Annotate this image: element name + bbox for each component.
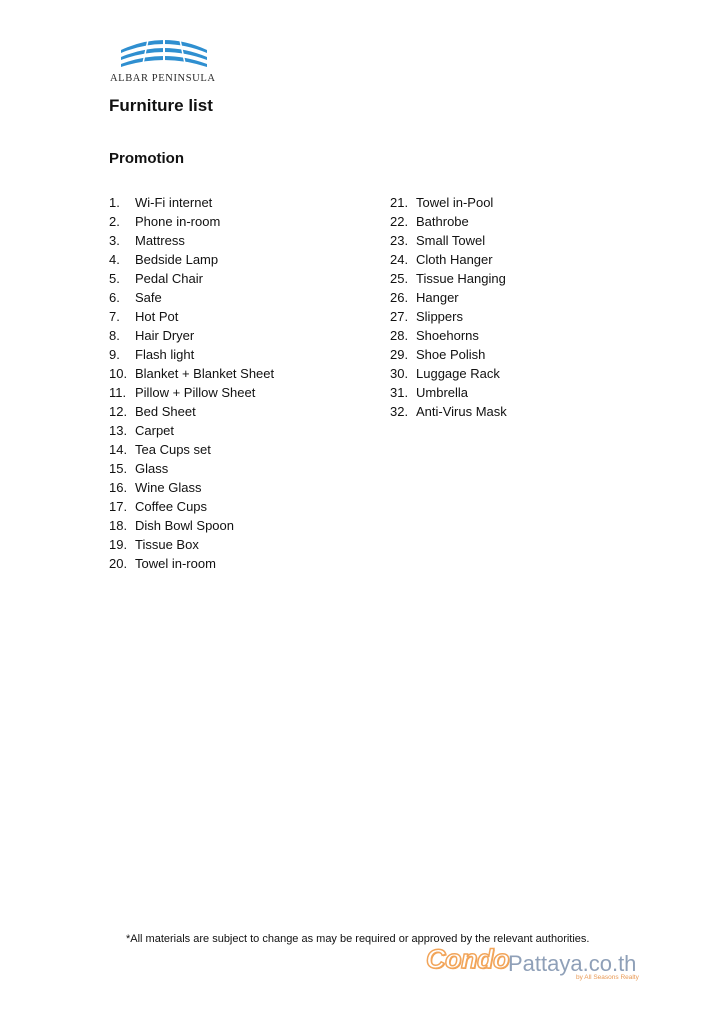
list-item-label: Luggage Rack (416, 366, 500, 381)
list-item-number: 13. (109, 423, 128, 438)
list-item-label: Safe (135, 290, 162, 305)
list-item-number: 29. (390, 347, 409, 362)
list-item-label: Slippers (416, 309, 463, 324)
list-item (390, 383, 507, 402)
list-item-label: Coffee Cups (135, 499, 208, 514)
page-title: Furniture list (109, 96, 213, 115)
list-item-label: Tissue Box (135, 537, 199, 552)
list-item (109, 459, 274, 478)
list-item (390, 402, 507, 421)
list-item (109, 193, 274, 212)
list-item-number: 31. (390, 385, 409, 400)
watermark-tagline: by All Seasons Realty (576, 974, 639, 981)
list-item-number: 2. (109, 214, 120, 229)
list-item (390, 364, 507, 383)
list-item-label: Dish Bowl Spoon (135, 518, 234, 533)
list-item-number: 32. (390, 404, 409, 419)
list-item-number: 12. (109, 404, 128, 419)
list-item-number: 16. (109, 480, 128, 495)
list-item (109, 478, 274, 497)
footnote: *All materials are subject to change as may be required or approved by the relevant authorities. (126, 933, 590, 945)
list-item (109, 326, 274, 345)
list-item (390, 307, 507, 326)
list-item-number: 22. (390, 214, 409, 229)
list-item (109, 535, 274, 554)
list-item (390, 269, 507, 288)
list-item (109, 269, 274, 288)
list-item-label: Bed Sheet (135, 404, 196, 419)
list-item-label: Phone in-room (135, 214, 221, 229)
list-item-number: 18. (109, 518, 128, 533)
list-item-label: Hanger (416, 290, 459, 305)
list-item-number: 21. (390, 195, 409, 210)
list-item-number: 19. (109, 537, 128, 552)
list-item-number: 24. (390, 252, 409, 267)
list-item-label: Hair Dryer (135, 328, 195, 343)
list-item-label: Wi-Fi internet (135, 195, 213, 210)
list-item-number: 4. (109, 252, 120, 267)
list-item-label: Anti-Virus Mask (416, 404, 507, 419)
logo-emblem-icon (118, 36, 210, 70)
list-item-label: Pedal Chair (135, 271, 203, 286)
list-item-label: Umbrella (416, 385, 469, 400)
list-item (109, 288, 274, 307)
list-item-label: Hot Pot (135, 309, 179, 324)
section-title: Promotion (109, 150, 184, 167)
list-item-label: Wine Glass (135, 480, 202, 495)
list-item-label: Mattress (135, 233, 185, 248)
list-item-number: 15. (109, 461, 128, 476)
list-item-number: 8. (109, 328, 120, 343)
logo-text: ALBAR PENINSULA (110, 73, 216, 84)
list-item (109, 402, 274, 421)
list-item (109, 383, 274, 402)
list-item-number: 5. (109, 271, 120, 286)
list-item (109, 364, 274, 383)
list-item-number: 3. (109, 233, 120, 248)
list-item (109, 307, 274, 326)
list-item (109, 497, 274, 516)
list-item-number: 10. (109, 366, 128, 381)
list-item-label: Bathrobe (416, 214, 469, 229)
list-item-label: Glass (135, 461, 169, 476)
list-item-number: 23. (390, 233, 409, 248)
list-item (109, 345, 274, 364)
list-item-number: 14. (109, 442, 128, 457)
list-item-number: 26. (390, 290, 409, 305)
list-item-label: Shoehorns (416, 328, 479, 343)
list-item (109, 516, 274, 535)
furniture-list-right (390, 193, 507, 421)
list-item-number: 11. (109, 385, 127, 400)
list-item-number: 25. (390, 271, 409, 286)
furniture-list-left (109, 193, 274, 573)
list-item (390, 288, 507, 307)
list-item-label: Towel in-Pool (416, 195, 494, 210)
list-item-label: Tissue Hanging (416, 271, 506, 286)
list-item-number: 7. (109, 309, 120, 324)
list-item-number: 27. (390, 309, 409, 324)
list-item (390, 193, 507, 212)
list-item-label: Blanket + Blanket Sheet (135, 366, 275, 381)
list-item-label: Pillow + Pillow Sheet (135, 385, 256, 400)
watermark-brand-condo: Condo (426, 944, 509, 974)
list-item (109, 250, 274, 269)
list-item-number: 9. (109, 347, 120, 362)
list-item (109, 440, 274, 459)
list-item (390, 250, 507, 269)
condopattaya-watermark (426, 944, 656, 984)
list-item-label: Towel in-room (135, 556, 216, 571)
list-item-label: Flash light (135, 347, 195, 362)
list-item-number: 17. (109, 499, 128, 514)
list-item-label: Shoe Polish (416, 347, 486, 362)
list-item (390, 231, 507, 250)
list-item-number: 28. (390, 328, 409, 343)
list-item-number: 20. (109, 556, 128, 571)
list-item-number: 30. (390, 366, 409, 381)
list-item-label: Small Towel (416, 233, 486, 248)
list-item (109, 212, 274, 231)
list-item-number: 6. (109, 290, 120, 305)
list-item (390, 345, 507, 364)
list-item (390, 326, 507, 345)
list-item-label: Tea Cups set (135, 442, 211, 457)
list-item-number: 1. (109, 195, 120, 210)
list-item (109, 421, 274, 440)
albar-peninsula-logo (108, 36, 220, 88)
list-item-label: Carpet (135, 423, 175, 438)
list-item-label: Cloth Hanger (416, 252, 493, 267)
watermark-brand-pattaya: Pattaya.co.th (508, 951, 637, 976)
list-item (109, 554, 274, 573)
list-item (390, 212, 507, 231)
list-item-label: Bedside Lamp (135, 252, 219, 267)
list-item (109, 231, 274, 250)
